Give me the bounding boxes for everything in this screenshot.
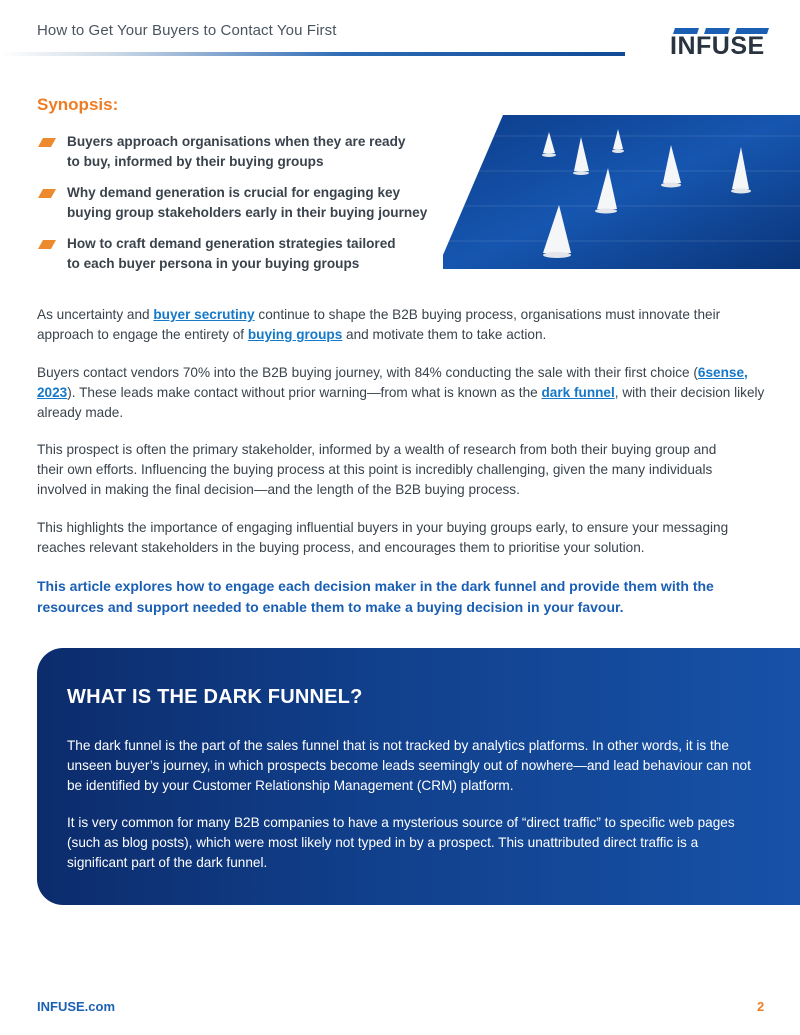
- body-paragraph-1: [37, 305, 772, 345]
- footer-site-link[interactable]: INFUSE.com: [37, 999, 116, 1014]
- p1-text-b: continue to shape the B2B buying process, organisations must innovate their approach to engage the entirety of: [37, 307, 721, 342]
- buyer-scrutiny-link[interactable]: buyer secrutiny: [153, 307, 255, 322]
- sailboats-hero-image: [443, 115, 800, 269]
- synopsis-list: [37, 132, 437, 285]
- synopsis-item: [37, 234, 437, 274]
- page-number: 2: [757, 999, 765, 1014]
- p2-text-c: , with their decision likely already made.: [37, 385, 765, 420]
- synopsis-item: [37, 132, 437, 172]
- body-paragraph-2: [37, 363, 772, 423]
- header-divider: [0, 52, 625, 56]
- orange-bullet-icon: [38, 189, 56, 198]
- panel-paragraph-1: The dark funnel is the part of the sales funnel that is not tracked by analytics platforms. In other words, it is the unseen buyer’s journey, in which prospects become leads seemingly out of nowhere—and lead behaviour can not be identified by your Customer Relationship Management (CRM) platform.: [67, 738, 751, 793]
- body-paragraph-3: This prospect is often the primary stakeholder, informed by a wealth of research from both their buying group and their own efforts. Influencing the buying process at this point is incredibly challenging, given the many individuals involved in making the final decision—and the length of the B2B buying process.: [37, 442, 717, 497]
- panel-heading: WHAT IS THE DARK FUNNEL?: [67, 686, 363, 708]
- document-header-title: How to Get Your Buyers to Contact You First: [37, 22, 337, 39]
- dark-funnel-panel: [37, 648, 800, 905]
- infuse-logo[interactable]: [670, 24, 770, 62]
- article-intro-highlight: This article explores how to engage each decision maker in the dark funnel and provide them with the resources and support needed to enable them to make a buying decision in your favour.: [37, 578, 714, 615]
- synopsis-item-line2: to buy, informed by their buying groups: [67, 154, 324, 169]
- synopsis-item-line1: How to craft demand generation strategies tailored: [67, 236, 396, 251]
- logo-wordmark: INFUSE: [670, 32, 765, 60]
- dark-funnel-link[interactable]: dark funnel: [541, 385, 615, 400]
- orange-bullet-icon: [38, 240, 56, 249]
- synopsis-item-line1: Why demand generation is crucial for engaging key: [67, 185, 401, 200]
- synopsis-heading: Synopsis:: [37, 95, 119, 114]
- p1-text-a: As uncertainty and: [37, 307, 154, 322]
- synopsis-item-line2: buying group stakeholders early in their buying journey: [67, 205, 428, 220]
- body-paragraph-4: This highlights the importance of engaging influential buyers in your buying groups early, to ensure your messaging reaches relevant stakeholders in the buying process, and encourages them to prioritise your solution.: [37, 520, 729, 555]
- p2-text-b: ). These leads make contact without prior warning—from what is known as the: [67, 385, 542, 400]
- panel-paragraph-2: It is very common for many B2B companies to have a mysterious source of “direct traffic” to specific web pages (such as blog posts), which were most likely not typed in by a prospect. This unattributed direct traffic is a significant part of the dark funnel.: [67, 815, 735, 870]
- p1-text-c: and motivate them to take action.: [342, 327, 547, 342]
- synopsis-item-line2: to each buyer persona in your buying groups: [67, 256, 360, 271]
- buying-groups-link[interactable]: buying groups: [247, 327, 343, 342]
- 6sense-source-link[interactable]: 6sense, 2023: [37, 365, 748, 400]
- p2-text-a: Buyers contact vendors 70% into the B2B buying journey, with 84% conducting the sale with their first choice (: [37, 365, 698, 380]
- synopsis-item-line1: Buyers approach organisations when they are ready: [67, 134, 406, 149]
- orange-bullet-icon: [38, 138, 56, 147]
- synopsis-item: [37, 183, 437, 223]
